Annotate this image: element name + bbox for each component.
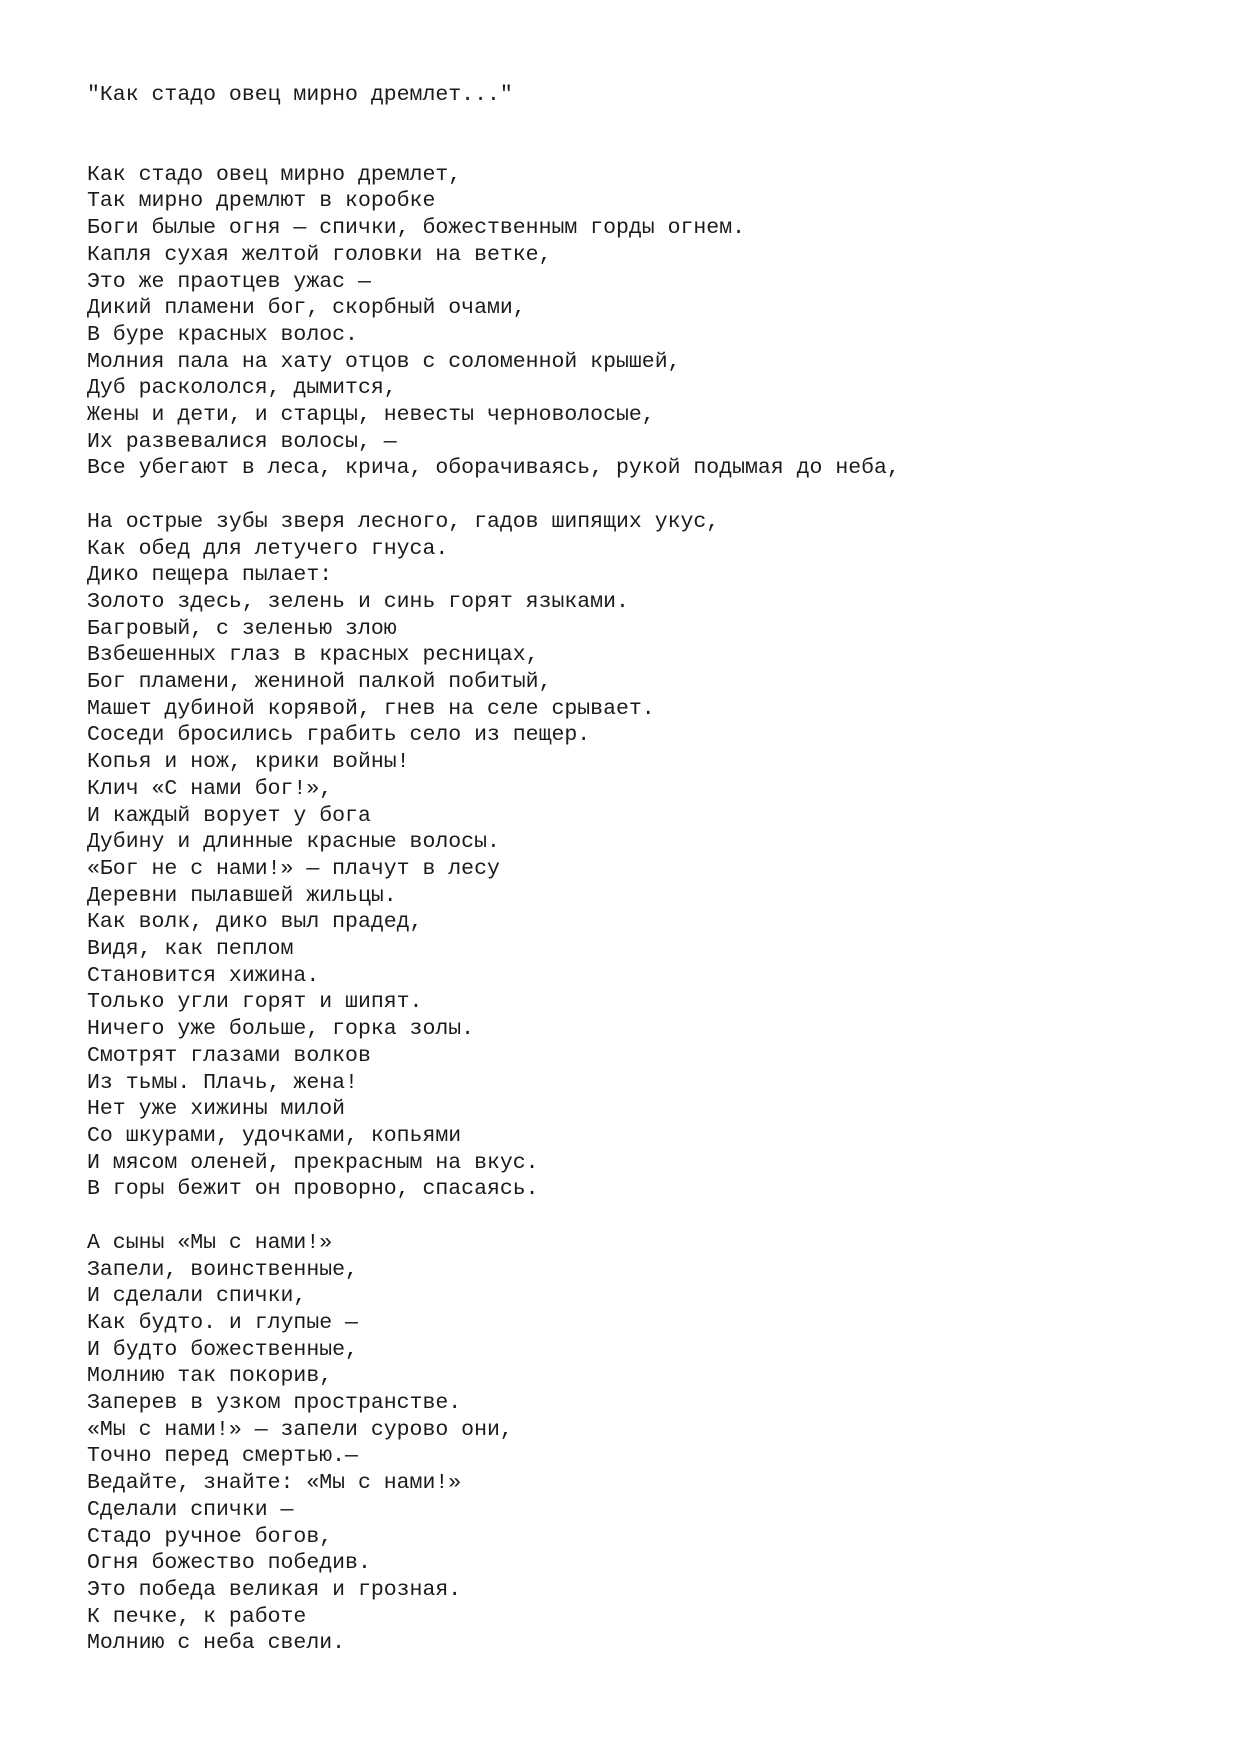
poem-line: Все убегают в леса, крича, оборачиваясь, рукой подымая до неба, (87, 456, 900, 481)
poem-line: Машет дубиной корявой, гнев на селе срывает. (87, 696, 655, 721)
poem-line: Жены и дети, и старцы, невесты черноволосые, (87, 403, 655, 428)
poem-line: Бог пламени, жениной палкой побитый, (87, 670, 552, 695)
poem-line: Ничего уже больше, горка золы. (87, 1017, 475, 1042)
poem-line: В горы бежит он проворно, спасаясь. (87, 1177, 539, 1202)
poem-line: И каждый ворует у бога (87, 803, 371, 828)
poem-line: А сыны «Мы с нами!» (87, 1230, 333, 1255)
poem-line: Молнию с неба свели. (87, 1631, 346, 1656)
poem-line: Дубину и длинные красные волосы. (87, 830, 500, 855)
poem-line: Это же праотцев ужас — (87, 269, 371, 294)
poem-line: «Бог не с нами!» — плачут в лесу (87, 856, 500, 881)
poem-line: И будто божественные, (87, 1337, 358, 1362)
poem-line: Только угли горят и шипят. (87, 990, 423, 1015)
poem-body (87, 162, 1207, 1657)
poem-line: «Мы с нами!» — запели сурово они, (87, 1417, 513, 1442)
poem-line: Как будто. и глупые — (87, 1310, 358, 1335)
poem-line: Молния пала на хату отцов с соломенной крышей, (87, 349, 681, 374)
poem-line: И мясом оленей, прекрасным на вкус. (87, 1150, 539, 1175)
poem-line: Молнию так покорив, (87, 1364, 333, 1389)
poem-line: Видя, как пеплом (87, 937, 294, 962)
poem-line: В буре красных волос. (87, 322, 358, 347)
poem-line: Из тьмы. Плачь, жена! (87, 1070, 358, 1095)
poem-line: На острые зубы зверя лесного, гадов шипящих укус, (87, 509, 720, 534)
poem-line: И сделали спички, (87, 1284, 307, 1309)
poem-line: Заперев в узком пространстве. (87, 1391, 462, 1416)
stanza (87, 509, 1207, 1203)
poem-line: Как стадо овец мирно дремлет, (87, 162, 462, 187)
poem-line: Нет уже хижины милой (87, 1097, 346, 1122)
poem-line: Точно перед смертью.— (87, 1444, 358, 1469)
poem-line: Как волк, дико выл прадед, (87, 910, 423, 935)
poem-line: Запели, воинственные, (87, 1257, 358, 1282)
poem-line: Золото здесь, зелень и синь горят языками. (87, 589, 629, 614)
poem-line: Становится хижина. (87, 963, 320, 988)
poem-line: Соседи бросились грабить село из пещер. (87, 723, 591, 748)
poem-line: Багровый, с зеленью злою (87, 616, 397, 641)
poem-line: Взбешенных глаз в красных ресницах, (87, 643, 539, 668)
poem-line: Дико пещера пылает: (87, 563, 333, 588)
poem-line: Стадо ручное богов, (87, 1524, 333, 1549)
poem-title: "Как стадо овец мирно дремлет..." (87, 83, 513, 107)
document-page (87, 82, 1207, 1684)
poem-line: Это победа великая и грозная. (87, 1577, 462, 1602)
poem-line: К печке, к работе (87, 1604, 307, 1629)
poem-line: Со шкурами, удочками, копьями (87, 1124, 462, 1148)
poem-line: Дикий пламени бог, скорбный очами, (87, 296, 526, 321)
poem-line: Их развевалися волосы, — (87, 429, 397, 454)
poem-line: Копья и нож, крики войны! (87, 750, 410, 775)
stanza (87, 162, 1207, 482)
poem-line: Сделали спички — (87, 1497, 294, 1522)
poem-line: Капля сухая желтой головки на ветке, (87, 242, 552, 267)
poem-line: Клич «С нами бог!», (87, 776, 333, 801)
poem-line: Смотрят глазами волков (87, 1043, 371, 1068)
poem-line: Боги былые огня — спички, божественным горды огнем. (87, 216, 746, 241)
stanza (87, 1230, 1207, 1657)
poem-line: Так мирно дремлют в коробке (87, 189, 436, 214)
poem-line: Ведайте, знайте: «Мы с нами!» (87, 1471, 462, 1496)
poem-line: Как обед для летучего гнуса. (87, 536, 449, 561)
poem-line: Дуб раскололся, дымится, (87, 376, 397, 401)
poem-line: Огня божество победив. (87, 1551, 371, 1576)
poem-line: Деревни пылавшей жильцы. (87, 883, 397, 908)
